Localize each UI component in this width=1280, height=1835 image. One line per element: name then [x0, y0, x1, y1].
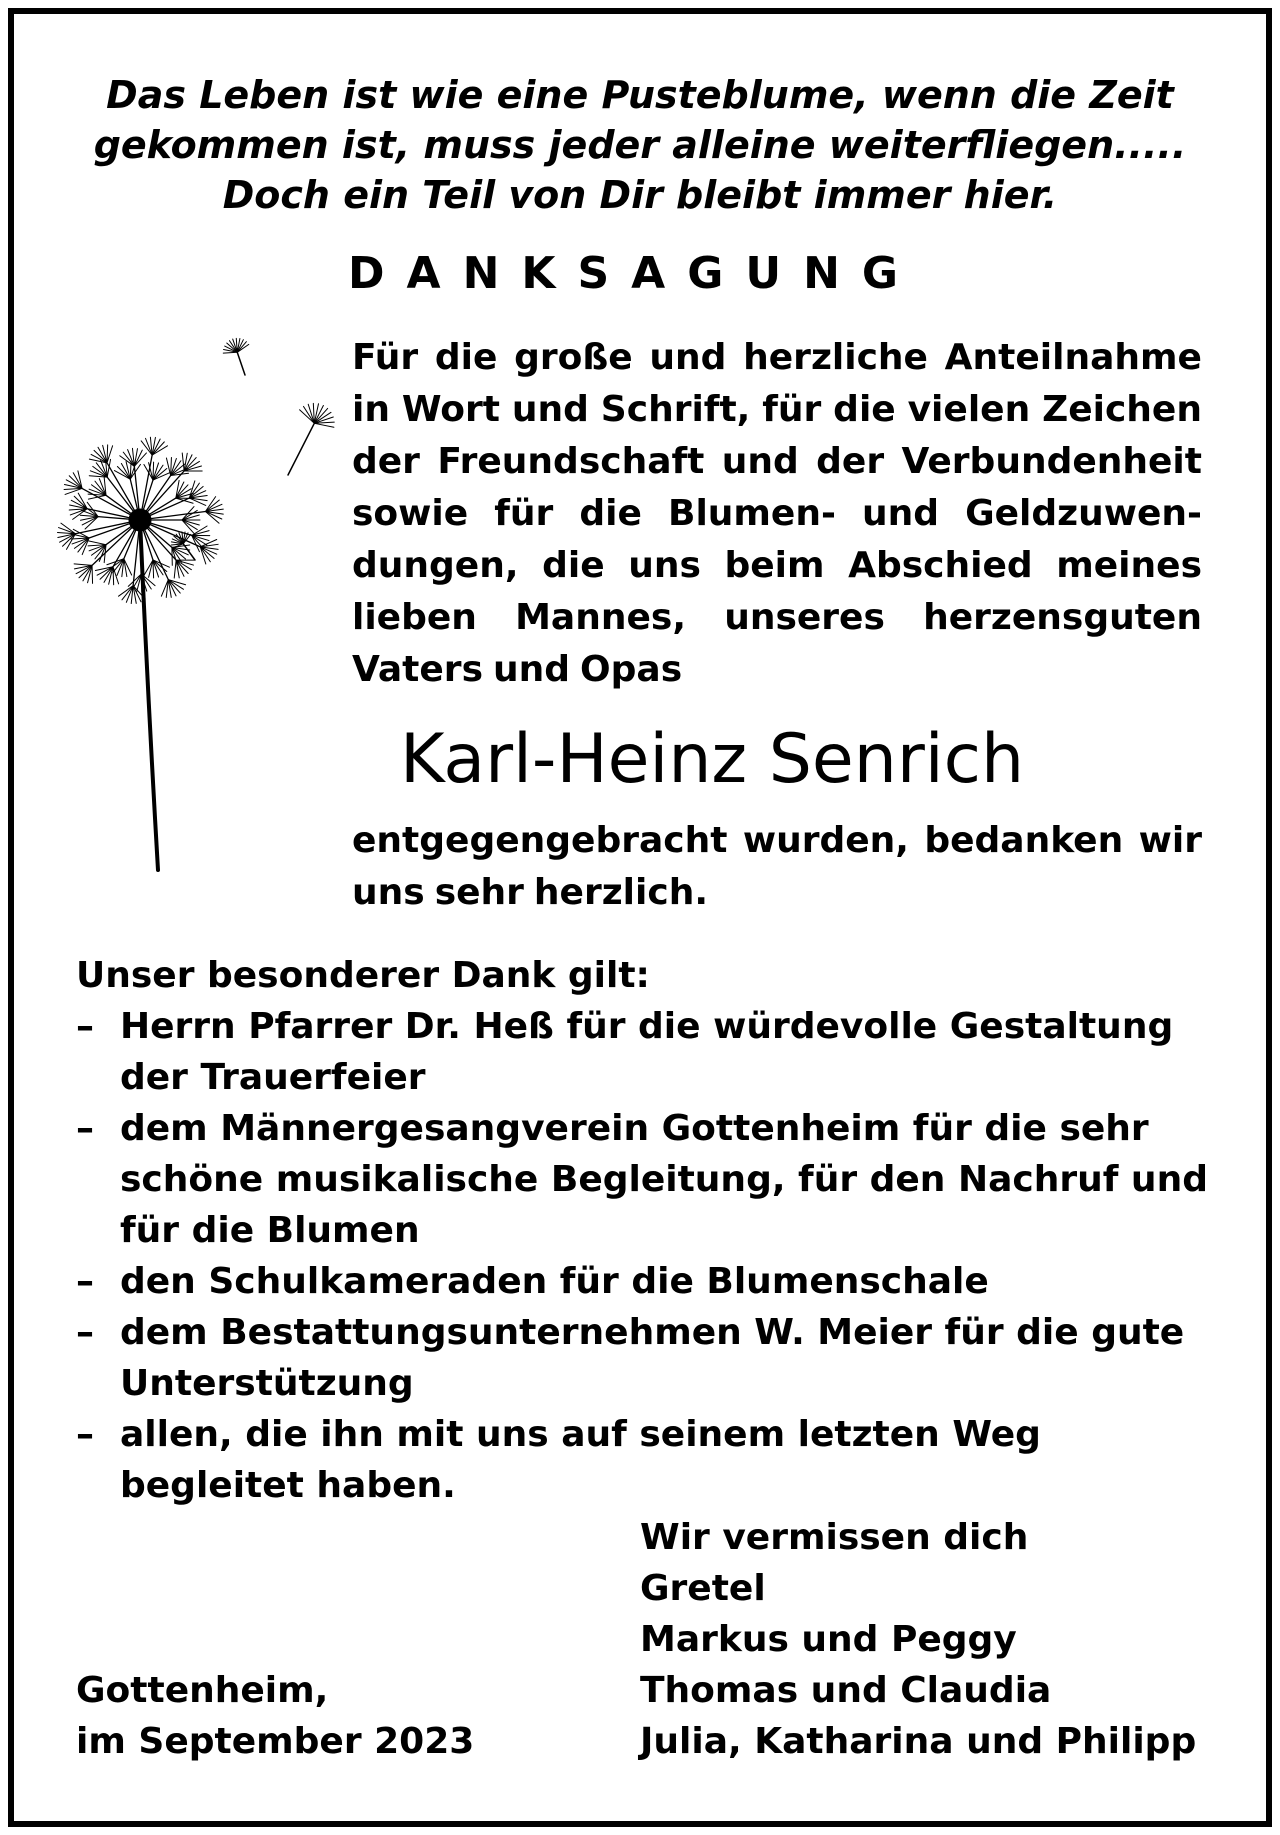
thanks-item — [76, 1409, 1208, 1511]
deceased-name: Karl-Heinz Senrich — [400, 720, 1025, 799]
intro-line: Vaters und Opas — [352, 649, 683, 690]
thanks-item-line: Unterstützung — [120, 1363, 414, 1404]
thanks-item-line: für die Blumen — [120, 1210, 420, 1251]
signatory-line: Markus und Peggy — [640, 1619, 1017, 1660]
motto-line: Das Leben ist wie eine Pusteblume, wenn die Zeit — [106, 73, 1174, 117]
thanks-item-line: allen, die ihn mit uns auf seinem letzten Weg — [120, 1414, 1041, 1455]
signatory-line: Julia, Katharina und Philipp — [640, 1721, 1197, 1762]
thanks-section — [76, 950, 1208, 1511]
bullet-dash: – — [76, 1006, 94, 1047]
intro-text — [352, 332, 1202, 696]
motto-line: gekommen ist, muss jeder alleine weiterfliegen..... — [93, 123, 1187, 167]
thanks-item — [76, 1103, 1208, 1256]
intro-line: lieben Mannes, unseres herzensguten — [352, 597, 1202, 638]
thanks-item-line: begleitet haben. — [120, 1465, 456, 1506]
signatories — [640, 1512, 1196, 1767]
outro-line: uns sehr herzlich. — [352, 872, 708, 913]
bullet-dash: – — [76, 1261, 94, 1302]
thanks-item-line: der Trauerfeier — [120, 1057, 426, 1098]
intro-line: der Freundschaft und der Verbundenheit — [352, 441, 1202, 482]
thanks-item — [76, 1307, 1208, 1409]
outro-line: entgegengebracht wurden, bedanken wir — [352, 820, 1202, 861]
place-date-line: im September 2023 — [76, 1721, 475, 1762]
signatory-line: Wir vermissen dich — [640, 1517, 1029, 1558]
thanks-item-line: Herrn Pfarrer Dr. Heß für die würdevolle Gestaltung — [120, 1006, 1174, 1047]
intro-line: sowie für die Blumen- und Geldzuwen- — [352, 493, 1202, 534]
motto — [0, 70, 1280, 220]
thanks-item-line: dem Männergesangverein Gottenheim für die sehr — [120, 1108, 1149, 1149]
thanks-item-line: den Schulkameraden für die Blumenschale — [120, 1261, 989, 1302]
thanks-item-line: schöne musikalische Begleitung, für den Nachruf und — [120, 1159, 1208, 1200]
place-date — [76, 1665, 474, 1767]
intro-line: in Wort und Schrift, für die vielen Zeichen — [352, 389, 1202, 430]
outro-text — [352, 815, 1202, 919]
thanks-item-line: dem Bestattungsunternehmen W. Meier für die gute — [120, 1312, 1185, 1353]
place-city: Gottenheim, — [76, 1670, 329, 1711]
intro-line: Für die große und herzliche Anteilnahme — [352, 337, 1202, 378]
intro-line: dungen, die uns beim Abschied meines — [352, 545, 1202, 586]
bullet-dash: – — [76, 1414, 94, 1455]
bullet-dash: – — [76, 1108, 94, 1149]
signatory-line: Thomas und Claudia — [640, 1670, 1052, 1711]
dandelion-icon — [40, 320, 370, 880]
thanks-item — [76, 1256, 1208, 1307]
thanks-intro: Unser besonderer Dank gilt: — [76, 955, 650, 996]
signatory-line: Gretel — [640, 1568, 766, 1609]
motto-line: Doch ein Teil von Dir bleibt immer hier. — [222, 173, 1058, 217]
thanks-item — [76, 1001, 1208, 1103]
bullet-dash: – — [76, 1312, 94, 1353]
heading: DANKSAGUNG — [348, 248, 921, 299]
